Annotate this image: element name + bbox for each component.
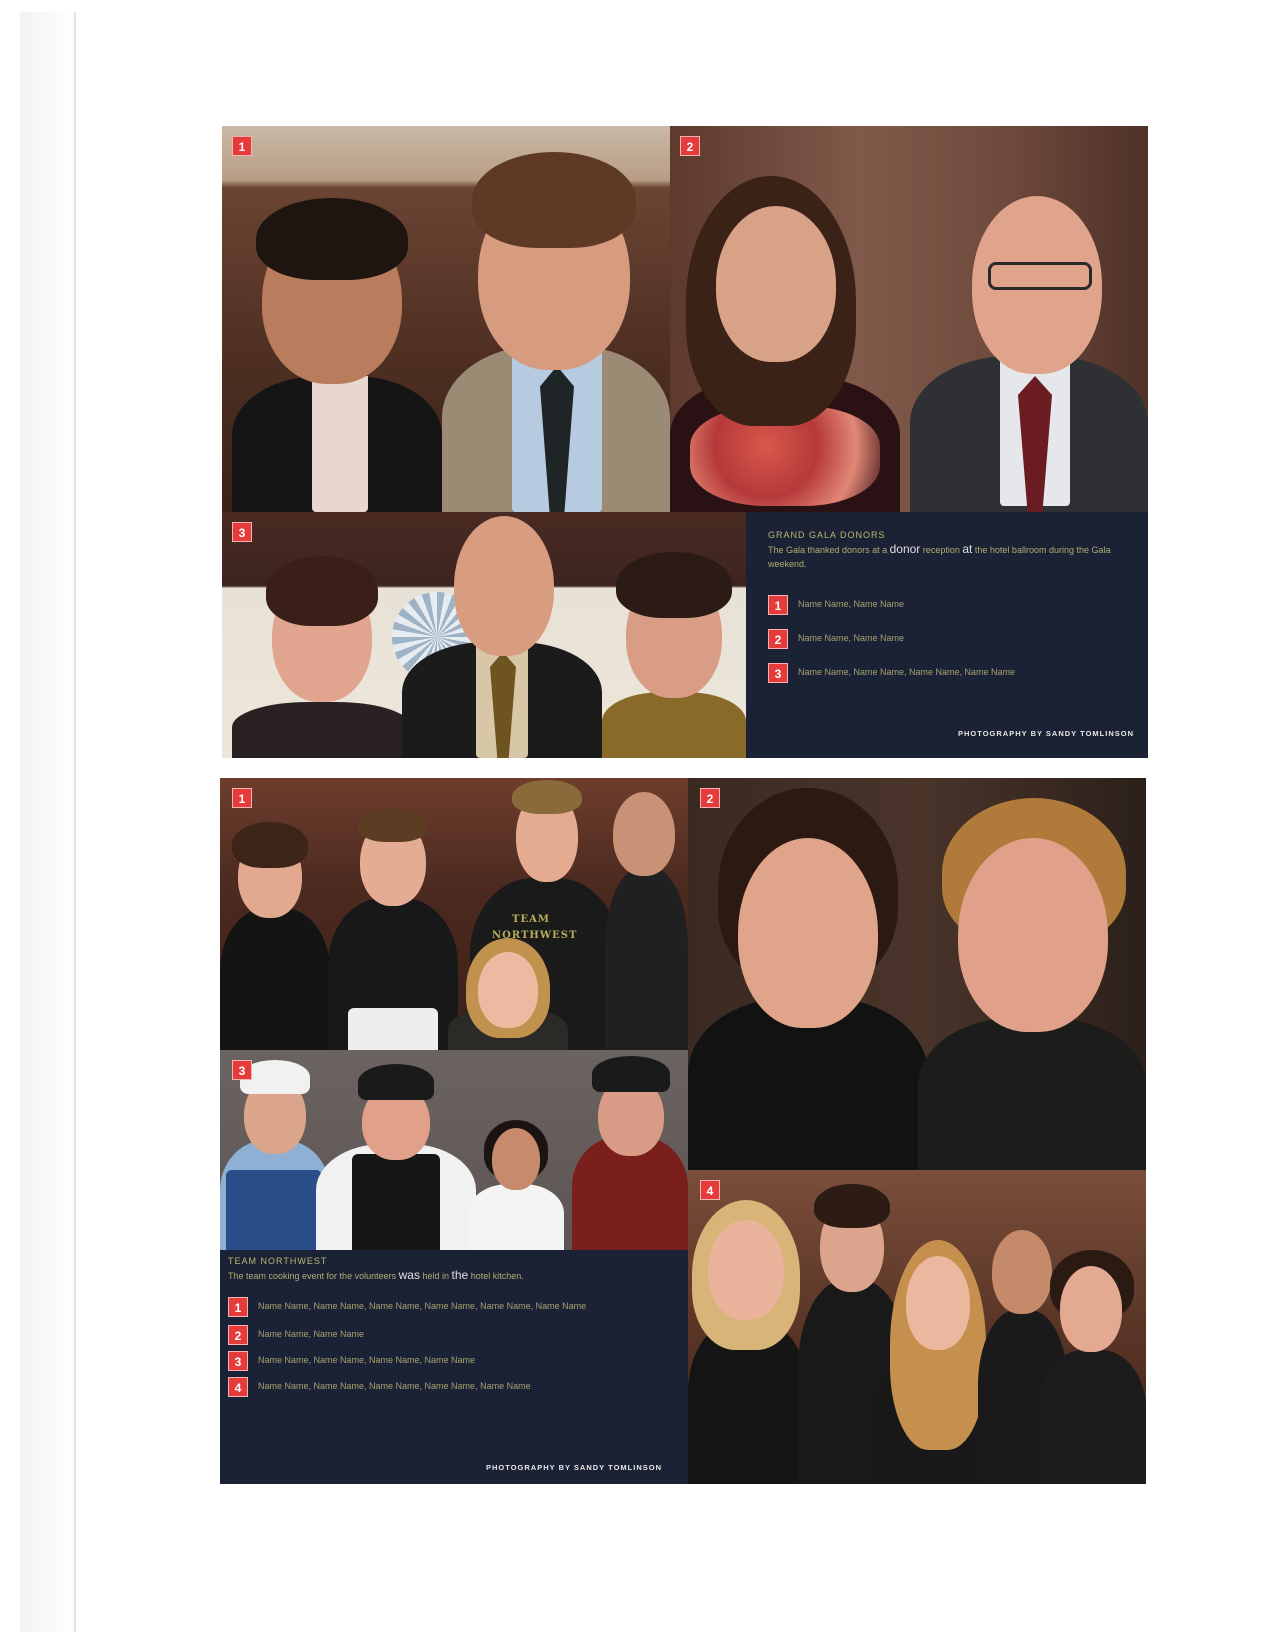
person [605,788,688,1050]
photo-credit: PHOTOGRAPHY BY SANDY TOMLINSON [486,1463,662,1472]
person [402,512,602,758]
person [918,798,1146,1170]
person [688,1200,808,1484]
person [220,818,330,1050]
caption-heading: TEAM NORTHWEST [228,1256,328,1266]
tshirt-print: TEAM [512,914,550,925]
scan-margin [20,12,76,1632]
photo-number-badge: 4 [700,1180,720,1200]
entry-names: Name Name, Name Name [798,633,905,643]
person [1038,1250,1146,1484]
person [232,196,442,512]
person [316,1064,476,1250]
photo-number-badge: 2 [700,788,720,808]
photo-1-team-group [220,778,688,1050]
person [670,176,900,512]
entry-names: Name Name, Name Name, Name Name, Name Name [798,667,1016,677]
photo-4-team-members [688,1170,1146,1484]
photo-2-two-women [688,778,1146,1170]
photo-number-badge: 1 [232,788,252,808]
caption-body: The team cooking event for the volunteers was held in the hotel kitchen. [228,1268,524,1282]
caption-entry [768,629,1128,649]
caption-entry [768,595,1128,615]
person [220,1060,330,1250]
entry-number-badge: 1 [768,595,788,615]
top-caption-block [768,530,1128,683]
bottom-caption-block [228,1256,678,1397]
photo-credit: PHOTOGRAPHY BY SANDY TOMLINSON [958,729,1134,738]
entry-number-badge: 2 [768,629,788,649]
caption-heading: GRAND GALA DONORS [768,530,886,540]
photo-number-badge: 1 [232,136,252,156]
photo-3-chefs [220,1050,688,1250]
photo-3-three-guests [222,512,746,758]
person [232,552,412,758]
entry-number-badge: 3 [768,663,788,683]
top-photo-spread [222,126,1148,758]
photo-1-two-men [222,126,670,512]
photo-number-badge: 2 [680,136,700,156]
entry-names: Name Name, Name Name [258,1329,365,1339]
entry-number-badge: 3 [228,1351,248,1371]
caption-entry [228,1325,678,1345]
page-edge-line [74,12,76,1632]
person [448,938,568,1050]
caption-entry [228,1351,678,1371]
caption-entry [228,1377,678,1397]
entry-names: Name Name, Name Name, Name Name, Name Name, Name Name [258,1381,531,1391]
person [910,186,1148,512]
person [442,146,670,512]
entry-names: Name Name, Name Name, Name Name, Name Name [258,1355,476,1365]
person [328,808,458,1050]
caption-body: The Gala thanked donors at a donor reception at the hotel ballroom during the Gala weekend. [768,542,1111,569]
entry-number-badge: 2 [228,1325,248,1345]
entry-names: Name Name, Name Name, Name Name, Name Name, Name Name, Name Name [258,1301,587,1311]
person [688,788,928,1170]
person [468,1120,564,1250]
caption-entry [228,1297,678,1317]
entry-names: Name Name, Name Name [798,599,905,609]
photo-number-badge: 3 [232,522,252,542]
person [572,1056,688,1250]
caption-entry [768,663,1128,683]
photo-2-woman-and-man [670,126,1148,512]
bottom-photo-spread [220,778,1146,1484]
person [602,552,746,758]
tshirt-print: NORTHWEST [492,930,578,941]
entry-number-badge: 1 [228,1297,248,1317]
entry-number-badge: 4 [228,1377,248,1397]
photo-number-badge: 3 [232,1060,252,1080]
